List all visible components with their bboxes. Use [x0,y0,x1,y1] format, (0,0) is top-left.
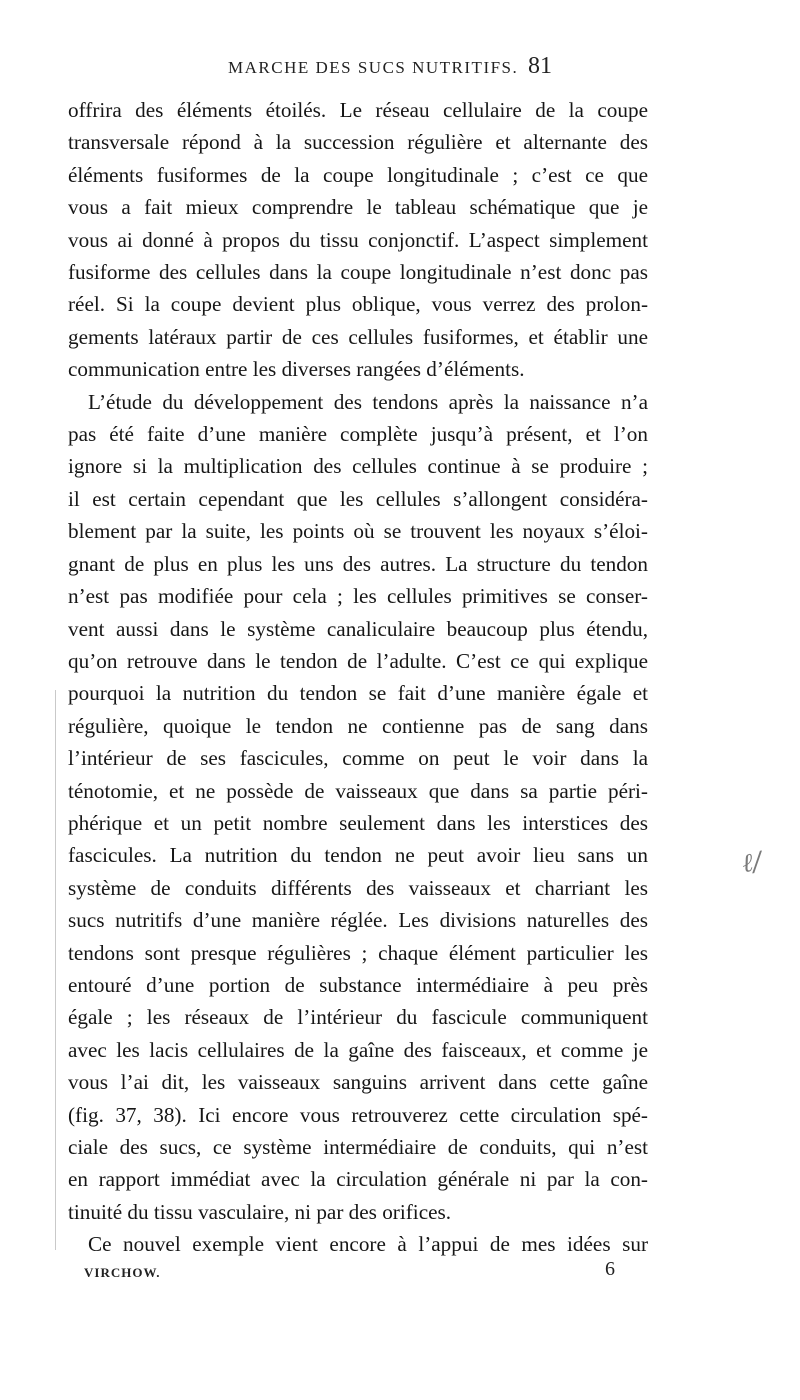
signature-number: 6 [605,1258,615,1280]
text-line: système de conduits différents des vaisseaux et charriant les [68,875,648,900]
printer-signature: VIRCHOW. [84,1265,161,1280]
text-line: gnant de plus en plus les uns des autres. La structure du tendon [68,551,648,576]
text-line: éléments fusiformes de la coupe longitudinale ; c’est ce que [68,162,648,187]
text-line: vent aussi dans le système canaliculaire beaucoup plus étendu, [68,616,648,641]
text-line: vous a fait mieux comprendre le tableau schématique que je [68,195,648,220]
text-line: Ce nouvel exemple vient encore à l’appui de mes idées sur [88,1232,648,1257]
text-line: l’intérieur de ses fascicules, comme on peut le voir dans la [68,746,648,771]
text-line: égale ; les réseaux de l’intérieur du fascicule communiquent [68,1005,648,1030]
text-line: avec les lacis cellulaires de la gaîne des faisceaux, et comme je [68,1037,648,1062]
text-line: (fig. 37, 38). Ici encore vous retrouverez cette circulation spé- [68,1102,648,1127]
text-line: pas été faite d’une manière complète jusqu’à présent, et l’on [68,422,648,447]
text-line: gements latéraux partir de ces cellules fusiformes, et établir une [68,324,648,349]
text-line: entouré d’une portion de substance intermédiaire à peu près [68,972,648,997]
text-line: vous ai donné à propos du tissu conjonctif. L’aspect simplement [68,227,648,252]
text-line: tendons sont presque régulières ; chaque élément particulier les [68,940,648,965]
text-line: sucs nutritifs d’une manière réglée. Les divisions naturelles des [68,908,648,933]
handwritten-margin-mark: ℓ/ [740,846,764,880]
text-line: régulière, quoique le tendon ne contienne pas de sang dans [68,713,648,738]
text-line: fascicules. La nutrition du tendon ne peut avoir lieu sans un [68,843,648,868]
text-line: ignore si la multiplication des cellules continue à se produire ; [68,454,648,479]
text-line: tinuité du tissu vasculaire, ni par des orifices. [68,1199,452,1224]
running-title: MARCHE DES SUCS NUTRITIFS. [228,58,519,77]
text-line: phérique et un petit nombre seulement dans les interstices des [68,810,648,835]
margin-rule [55,690,56,1250]
text-line: vous l’ai dit, les vaisseaux sanguins arrivent dans cette gaîne [68,1070,648,1095]
text-line: réel. Si la coupe devient plus oblique, vous verrez des prolon- [68,292,648,317]
text-line: il est certain cependant que les cellules s’allongent considéra- [68,486,648,511]
text-line: L’étude du développement des tendons après la naissance n’a [88,389,648,414]
page-number: 81 [528,53,552,79]
text-line: ténotomie, et ne possède de vaisseaux que dans sa partie péri- [68,778,648,803]
text-line: n’est pas modifiée pour cela ; les cellules primitives se conser- [68,584,648,609]
text-line: communication entre les diverses rangées d’éléments. [68,357,525,382]
body-text [68,94,648,1261]
text-line: ciale des sucs, ce système intermédiaire de conduits, qui n’est [68,1135,648,1159]
text-line: fusiforme des cellules dans la coupe longitudinale n’est donc pas [68,260,648,285]
text-line: qu’on retrouve dans le tendon de l’adulte. C’est ce qui explique [68,648,648,673]
text-line: offrira des éléments étoilés. Le réseau cellulaire de la coupe [68,98,648,122]
text-line: pourquoi la nutrition du tendon se fait d’une manière égale et [68,681,648,706]
text-line: blement par la suite, les points où se trouvent les noyaux s’éloi- [68,519,648,544]
text-line: en rapport immédiat avec la circulation générale ni par la con- [68,1167,648,1192]
text-line: transversale répond à la succession régulière et alternante des [68,130,648,155]
